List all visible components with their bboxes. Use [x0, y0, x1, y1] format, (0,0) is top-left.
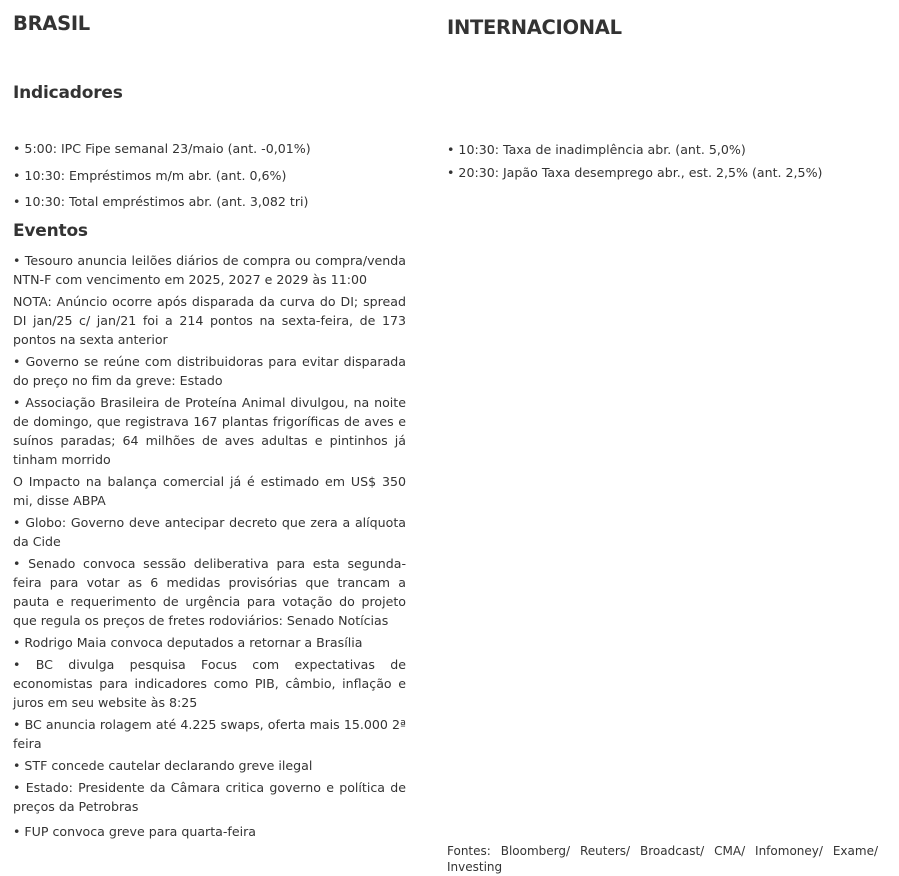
list-item: • Globo: Governo deve antecipar decreto que zera a alíquota da Cide — [13, 515, 406, 549]
list-item: • Rodrigo Maia convoca deputados a retornar a Brasília — [13, 635, 363, 650]
list-item: • 5:00: IPC Fipe semanal 23/maio (ant. -0,01%) — [13, 141, 311, 156]
list-item: • BC anuncia rolagem até 4.225 swaps, oferta mais 15.000 2ª feira — [13, 717, 406, 751]
list-item: • Governo se reúne com distribuidoras para evitar disparada do preço no fim da greve: Estado — [13, 354, 406, 388]
brasil-title: BRASIL — [13, 12, 90, 35]
indicadores-heading: Indicadores — [13, 83, 123, 103]
list-item: • Estado: Presidente da Câmara critica governo e política de preços da Petrobras — [13, 780, 406, 814]
list-item: • FUP convoca greve para quarta-feira — [13, 824, 257, 839]
indicadores-list — [13, 139, 406, 219]
internacional-column — [447, 0, 879, 876]
eventos-list — [13, 251, 406, 844]
list-item: • Associação Brasileira de Proteína Animal divulgou, na noite de domingo, que registrava 167 plantas frigoríficas de aves e suínos paradas; 64 milhões de aves adultas e pintinhos já tinham morrido — [13, 395, 406, 467]
internacional-list — [447, 140, 879, 186]
list-item: • STF concede cautelar declarando greve ilegal — [13, 758, 313, 773]
list-item: • 20:30: Japão Taxa desemprego abr., est. 2,5% (ant. 2,5%) — [447, 165, 823, 180]
list-item: NOTA: Anúncio ocorre após disparada da curva do DI; spread DI jan/25 c/ jan/21 foi a 214 pontos na sexta-feira, de 173 pontos na sexta anterior — [13, 294, 406, 347]
list-item: • 10:30: Empréstimos m/m abr. (ant. 0,6%) — [13, 167, 287, 183]
list-item: • 10:30: Total empréstimos abr. (ant. 3,082 tri) — [13, 194, 309, 209]
list-item: • BC divulga pesquisa Focus com expectativas de economistas para indicadores como PIB, câmbio, inflação e juros em seu website às 8:25 — [13, 657, 406, 710]
list-item: O Impacto na balança comercial já é estimado em US$ 350 mi, disse ABPA — [13, 474, 406, 508]
sources-note: Fontes: Bloomberg/ Reuters/ Broadcast/ CMA/ Infomoney/ Exame/ Investing — [447, 844, 878, 874]
list-item: • Senado convoca sessão deliberativa para esta segunda-feira para votar as 6 medidas provisórias que trancam a pauta e requerimento de urgência para votação do projeto que regula os preços de fretes rodoviários: Senado Notícias — [13, 556, 406, 628]
list-item: • 10:30: Taxa de inadimplência abr. (ant. 5,0%) — [447, 142, 746, 157]
internacional-title: INTERNACIONAL — [447, 16, 622, 39]
eventos-heading: Eventos — [13, 221, 88, 241]
list-item: • Tesouro anuncia leilões diários de compra ou compra/venda NTN-F com vencimento em 2025, 2027 e 2029 às 11:00 — [13, 253, 406, 287]
